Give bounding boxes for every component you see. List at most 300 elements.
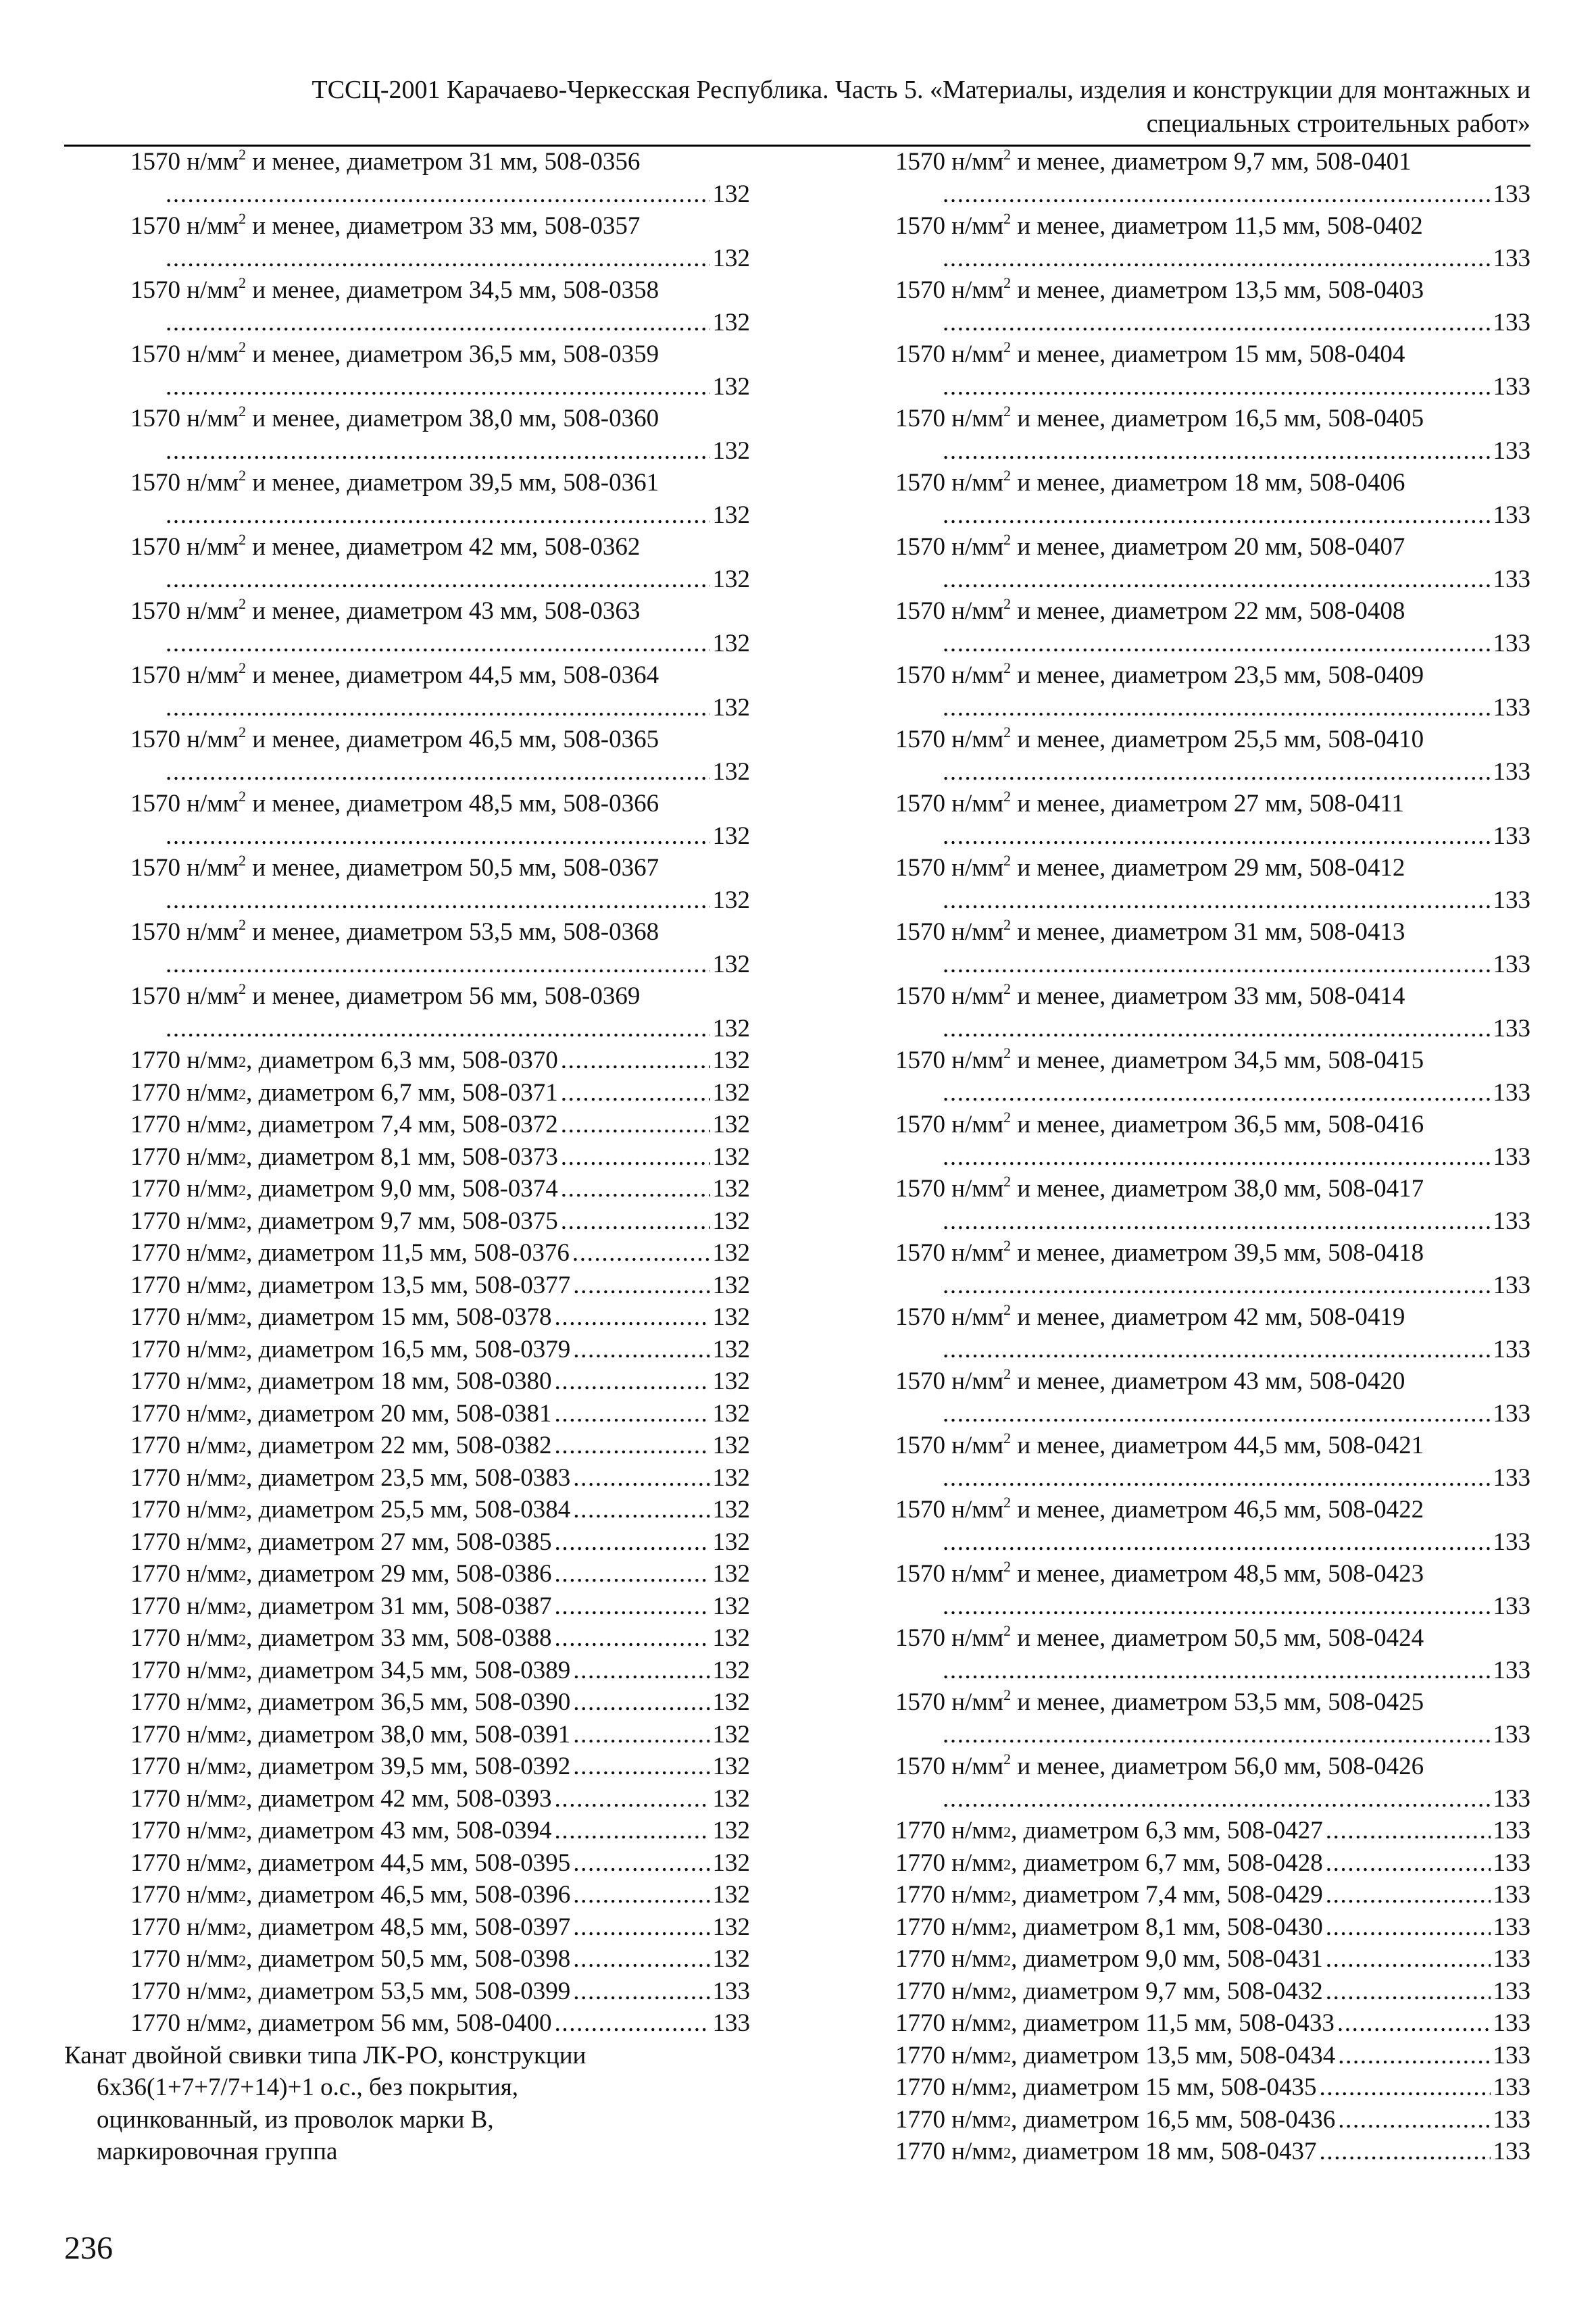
entry-leader-line [895,1719,1530,1751]
dot-leader [943,1783,1491,1815]
entry-leader-line [895,884,1530,917]
unit-exponent: 2 [1003,1493,1012,1511]
entry-text-line [64,146,750,178]
entry-text: и менее, диаметром 31 мм, 508-0356 [246,148,641,176]
entry-page: 132 [712,757,750,786]
entry-text: , диаметром 27 мм, 508-0385 [246,1528,552,1556]
unit-exponent: 2 [1003,402,1012,420]
entry-leader-line [64,178,750,211]
index-entry [895,467,1530,531]
entry-page: 132 [712,1881,750,1909]
entry-text: и менее, диаметром 53,5 мм, 508-0368 [246,918,659,946]
entry-page: 132 [712,1624,750,1652]
entry-text: , диаметром 38,0 мм, 508-0391 [246,1720,571,1749]
dot-leader [555,1430,710,1462]
dot-leader [943,1269,1491,1302]
entry-text: , диаметром 43 мм, 508-0394 [246,1817,552,1844]
entry-page: 133 [1493,1784,1530,1813]
dot-leader [943,371,1491,403]
entry-page: 133 [1493,1335,1530,1363]
entry-leader-line [895,1526,1530,1559]
entry-text: и менее, диаметром 48,5 мм, 508-0366 [246,790,659,818]
entry-text: и менее, диаметром 20 мм, 508-0407 [1011,533,1405,561]
index-entry [895,1301,1530,1365]
entry-page: 132 [712,1560,750,1588]
dot-leader [943,1205,1491,1238]
entry-page: 133 [712,1977,750,2005]
entry-text: , диаметром 9,7 мм, 508-0432 [1011,1977,1323,2005]
dot-leader [561,1077,710,1109]
index-entry: 1770 н/мм $^2$ , диаметром 56 мм, 508-0400 ..... 133 [64,2007,750,2040]
entry-text: , диаметром 29 мм, 508-0386 [246,1560,552,1588]
entry-text: и менее, диаметром 27 мм, 508-0411 [1011,790,1404,818]
unit-prefix: 1570 н/мм [895,918,1004,946]
entry-page: 132 [712,1848,750,1877]
entry-text: и менее, диаметром 50,5 мм, 508-0424 [1011,1624,1424,1652]
entry-page: 133 [1493,501,1530,529]
entry-text: , диаметром 8,1 мм, 508-0373 [246,1142,558,1171]
entry-page: 132 [712,1496,750,1524]
entry-page: 133 [1493,1656,1530,1684]
entry-page: 132 [712,1271,750,1299]
unit-prefix: 1570 н/мм [895,1496,1004,1524]
entry-text: и менее, диаметром 29 мм, 508-0412 [1011,854,1405,882]
index-entry: 1770 н/мм $^2$ , диаметром 9,0 мм, 508-0431 ..... 133 [895,1943,1530,1976]
entry-text: , диаметром 33 мм, 508-0388 [246,1624,552,1652]
entry-text: , диаметром 13,5 мм, 508-0377 [246,1271,571,1299]
index-entry: 1770 н/мм $^2$ , диаметром 33 мм, 508-0388 ..... 132 [64,1622,750,1655]
entry-leader-line [895,949,1530,981]
entry-page: 132 [712,886,750,914]
entry-page: 133 [1493,1592,1530,1620]
entry-page: 132 [712,629,750,657]
unit-exponent: 2 [1003,659,1012,676]
index-entry [64,338,750,403]
dot-leader [1326,1911,1491,1944]
unit-prefix: 1770 н/мм [130,1271,239,1299]
unit-prefix: 1570 н/мм [895,148,1004,176]
unit-prefix: 1770 н/мм [130,1367,239,1395]
entry-page: 133 [1493,1913,1530,1941]
entry-page: 133 [1493,2073,1530,2101]
entry-text-line [64,338,750,371]
dot-leader [943,178,1491,211]
index-entry [64,980,750,1045]
entry-leader-line [64,884,750,917]
entry-text-line [64,980,750,1013]
entry-text: , диаметром 16,5 мм, 508-0379 [246,1335,571,1363]
index-entry [895,659,1530,724]
unit-exponent: 2 [239,338,247,355]
unit-prefix: 1770 н/мм [895,1848,1004,1877]
entry-page: 133 [1493,886,1530,914]
dot-leader [555,1622,710,1655]
entry-text: и менее, диаметром 9,7 мм, 508-0401 [1011,148,1412,176]
unit-prefix: 1570 н/мм [130,405,239,432]
unit-prefix: 1570 н/мм [130,790,239,818]
unit-prefix: 1770 н/мм [895,2138,1004,2165]
dot-leader [1320,2136,1491,2168]
unit-prefix: 1570 н/мм [895,341,1004,368]
entry-text: , диаметром 13,5 мм, 508-0434 [1011,2041,1336,2069]
dot-leader [555,1558,710,1590]
dot-leader [1338,2104,1490,2136]
dot-leader [555,1398,710,1430]
entry-text: и менее, диаметром 11,5 мм, 508-0402 [1011,212,1423,240]
unit-prefix: 1770 н/мм [130,1656,239,1684]
unit-prefix: 1770 н/мм [130,1496,239,1524]
unit-exponent: 2 [239,274,247,291]
entry-text-line [895,1045,1530,1077]
entry-leader-line [895,1269,1530,1302]
unit-prefix: 1570 н/мм [895,276,1004,304]
entry-text: , диаметром 48,5 мм, 508-0397 [246,1913,571,1941]
entry-leader-line [895,178,1530,211]
entry-leader-line [895,756,1530,788]
unit-prefix: 1770 н/мм [130,1848,239,1877]
index-entry [64,403,750,467]
entry-leader-line [895,1334,1530,1366]
unit-prefix: 1770 н/мм [130,1335,239,1363]
dot-leader [166,692,710,724]
page-number: 236 [64,2230,113,2266]
entry-text-line [895,146,1530,178]
unit-prefix: 1570 н/мм [895,1303,1004,1331]
unit-prefix: 1770 н/мм [130,1817,239,1844]
index-entry [895,338,1530,403]
index-entry: 1770 н/мм $^2$ , диаметром 13,5 мм, 508-0377 ..... 132 [64,1269,750,1302]
entry-page: 133 [1493,693,1530,722]
entry-text-line [895,916,1530,949]
index-entry: 1770 н/мм $^2$ , диаметром 6,7 мм, 508-0371 ..... 132 [64,1077,750,1109]
dot-leader [1320,2071,1491,2104]
unit-prefix: 1570 н/мм [895,1111,1004,1138]
unit-exponent: 2 [1003,1365,1012,1382]
dot-leader [943,1398,1491,1430]
dot-leader [166,628,710,660]
unit-exponent: 2 [1003,530,1012,548]
entry-page: 133 [1493,308,1530,336]
unit-prefix: 1770 н/мм [895,1817,1004,1844]
entry-text: и менее, диаметром 42 мм, 508-0419 [1011,1303,1405,1331]
index-entry: 1770 н/мм $^2$ , диаметром 7,4 мм, 508-0429 ..... 133 [895,1879,1530,1911]
unit-exponent: 2 [239,145,247,163]
entry-text: и менее, диаметром 48,5 мм, 508-0423 [1011,1560,1424,1588]
entry-leader-line [895,628,1530,660]
entry-page: 132 [712,1207,750,1235]
entry-text: и менее, диаметром 13,5 мм, 508-0403 [1011,276,1424,304]
index-entry [895,1045,1530,1109]
dot-leader [943,1655,1491,1687]
dot-leader [561,1173,710,1205]
dot-leader [166,435,710,468]
entry-text: и менее, диаметром 34,5 мм, 508-0415 [1011,1047,1424,1074]
unit-prefix: 1570 н/мм [130,661,239,689]
entry-leader-line [64,949,750,981]
dot-leader [943,1462,1491,1494]
entry-text: , диаметром 36,5 мм, 508-0390 [246,1688,571,1716]
entry-page: 133 [1493,1014,1530,1042]
index-entry: 1770 н/мм $^2$ , диаметром 16,5 мм, 508-0436 ..... 133 [895,2104,1530,2136]
unit-prefix: 1570 н/мм [130,341,239,368]
dot-leader [166,371,710,403]
index-entry [64,788,750,852]
entry-text: и менее, диаметром 44,5 мм, 508-0421 [1011,1432,1424,1459]
index-entry [64,146,750,210]
unit-prefix: 1770 н/мм [130,1432,239,1459]
entry-text: , диаметром 39,5 мм, 508-0392 [246,1753,571,1780]
dot-leader [573,1334,709,1366]
entry-page: 132 [712,1014,750,1042]
entry-page: 132 [712,1592,750,1620]
entry-text: и менее, диаметром 33 мм, 508-0357 [246,212,641,240]
entry-text: , диаметром 20 мм, 508-0381 [246,1399,552,1428]
entry-page: 133 [1493,565,1530,593]
unit-prefix: 1570 н/мм [130,148,239,176]
dot-leader [943,949,1491,981]
entry-page: 132 [712,1817,750,1844]
entry-page: 132 [712,1688,750,1716]
unit-prefix: 1770 н/мм [895,2041,1004,2069]
entry-text-line [64,595,750,628]
entry-page: 132 [712,565,750,593]
unit-prefix: 1770 н/мм [130,1078,239,1107]
unit-exponent: 2 [239,402,247,420]
index-entry: 1770 н/мм $^2$ , диаметром 11,5 мм, 508-0376 ..... 132 [64,1237,750,1269]
entry-page: 133 [1493,372,1530,401]
unit-prefix: 1570 н/мм [130,918,239,946]
index-entry: 1770 н/мм $^2$ , диаметром 27 мм, 508-0385 ..... 132 [64,1526,750,1559]
unit-prefix: 1570 н/мм [895,1175,1004,1203]
dot-leader [1326,1847,1491,1880]
entry-text: и менее, диаметром 56,0 мм, 508-0426 [1011,1753,1424,1780]
entry-text: и менее, диаметром 31 мм, 508-0413 [1011,918,1405,946]
index-entry [895,1622,1530,1686]
unit-prefix: 1770 н/мм [130,1207,239,1235]
dot-leader [943,756,1491,788]
entry-text-line [895,788,1530,820]
entry-text: , диаметром 7,4 мм, 508-0372 [246,1111,558,1138]
index-entry [64,210,750,274]
dot-leader [555,1301,710,1334]
unit-prefix: 1570 н/мм [895,726,1004,753]
entry-text: и менее, диаметром 53,5 мм, 508-0425 [1011,1688,1424,1716]
unit-prefix: 1770 н/мм [130,1399,239,1428]
entry-page: 132 [712,1175,750,1203]
entry-text-line [64,659,750,692]
dot-leader [166,756,710,788]
unit-prefix: 1770 н/мм [130,1753,239,1780]
unit-prefix: 1770 н/мм [130,1688,239,1716]
unit-exponent: 2 [1003,595,1012,612]
entry-page: 132 [712,1528,750,1556]
unit-prefix: 1570 н/мм [895,533,1004,561]
entry-text: , диаметром 50,5 мм, 508-0398 [246,1945,571,1973]
unit-prefix: 1570 н/мм [895,790,1004,818]
entry-text-line [895,1430,1530,1462]
dot-leader [943,1013,1491,1045]
entry-text-line [64,467,750,499]
unit-prefix: 1570 н/мм [895,1367,1004,1395]
dot-leader [943,692,1491,724]
entry-page: 133 [1493,2105,1530,2134]
dot-leader [573,1719,709,1751]
entry-leader-line [64,371,750,403]
dot-leader [943,1719,1491,1751]
entry-page: 132 [712,1432,750,1459]
index-entry [895,916,1530,980]
entry-page: 133 [1493,244,1530,272]
dot-leader [166,1013,710,1045]
dot-leader [943,563,1491,596]
entry-text-line [64,210,750,243]
entry-text-line [895,659,1530,692]
entry-page: 132 [712,1111,750,1138]
index-column-left [64,146,750,2168]
entry-text: , диаметром 23,5 мм, 508-0383 [246,1463,571,1492]
index-entry: 1770 н/мм $^2$ , диаметром 7,4 мм, 508-0372 ..... 132 [64,1109,750,1141]
entry-leader-line [895,435,1530,468]
entry-text: и менее, диаметром 50,5 мм, 508-0367 [246,854,659,882]
unit-exponent: 2 [239,530,247,548]
entry-page: 132 [712,1753,750,1780]
entry-page: 133 [1493,2009,1530,2037]
unit-prefix: 1570 н/мм [895,982,1004,1010]
index-entry [64,595,750,659]
index-entry [64,724,750,788]
entry-page: 132 [712,822,750,850]
entry-text: и менее, диаметром 16,5 мм, 508-0405 [1011,405,1424,432]
entry-text: и менее, диаметром 43 мм, 508-0363 [246,597,641,625]
entry-page: 133 [1493,757,1530,786]
entry-page: 132 [712,501,750,529]
dot-leader [943,499,1491,532]
index-entry [895,274,1530,338]
entry-text: , диаметром 6,3 мм, 508-0427 [1011,1817,1323,1844]
entry-page: 133 [1493,1848,1530,1877]
unit-prefix: 1570 н/мм [895,597,1004,625]
entry-leader-line [895,371,1530,403]
entry-text: и менее, диаметром 56 мм, 508-0369 [246,982,641,1010]
unit-prefix: 1770 н/мм [130,1592,239,1620]
entry-text: и менее, диаметром 42 мм, 508-0362 [246,533,641,561]
entry-text: и менее, диаметром 39,5 мм, 508-0361 [246,469,659,497]
dot-leader [573,1751,709,1783]
entry-page: 133 [1493,629,1530,657]
unit-exponent: 2 [1003,1621,1012,1639]
entry-leader-line [64,692,750,724]
entry-leader-line [895,243,1530,275]
index-entry [895,1173,1530,1237]
dot-leader [573,1494,709,1526]
dot-leader [573,1911,709,1944]
unit-prefix: 1570 н/мм [895,661,1004,689]
unit-prefix: 1770 н/мм [895,2073,1004,2101]
dot-leader [166,884,710,917]
unit-exponent: 2 [1003,1044,1012,1061]
heading-line: маркировочная группа [97,2138,338,2165]
entry-leader-line [895,1013,1530,1045]
entry-leader-line [64,499,750,532]
entry-leader-line [895,1655,1530,1687]
dot-leader [573,1655,709,1687]
entry-page: 132 [712,1303,750,1331]
index-entry: 1770 н/мм $^2$ , диаметром 38,0 мм, 508-0391 ..... 132 [64,1719,750,1751]
entry-text: и менее, диаметром 43 мм, 508-0420 [1011,1367,1405,1395]
section-heading-kanat [64,2040,750,2168]
entry-leader-line [895,1077,1530,1109]
index-entry: 1770 н/мм $^2$ , диаметром 15 мм, 508-0378 ..... 132 [64,1301,750,1334]
index-entry [64,659,750,724]
entry-leader-line [64,820,750,853]
unit-exponent: 2 [1003,209,1012,227]
unit-prefix: 1770 н/мм [130,1175,239,1203]
unit-exponent: 2 [1003,1172,1012,1190]
dot-leader [555,2007,710,2040]
entry-text: и менее, диаметром 46,5 мм, 508-0365 [246,726,659,753]
entry-text: и менее, диаметром 23,5 мм, 508-0409 [1011,661,1424,689]
unit-prefix: 1770 н/мм [895,1945,1004,1973]
unit-prefix: 1770 н/мм [130,1945,239,1973]
entry-text: , диаметром 18 мм, 508-0380 [246,1367,552,1395]
entry-page: 132 [712,1913,750,1941]
dot-leader [1337,2007,1491,2040]
unit-prefix: 1570 н/мм [895,854,1004,882]
entry-leader-line [64,243,750,275]
entry-text: , диаметром 46,5 мм, 508-0396 [246,1881,571,1909]
entry-page: 132 [712,950,750,978]
dot-leader [561,1045,710,1077]
index-entry: 1770 н/мм $^2$ , диаметром 9,7 мм, 508-0375 ..... 132 [64,1205,750,1238]
entry-text-line [895,1109,1530,1141]
header-line-2: специальных строительных работ» [1146,109,1530,138]
entry-text: и менее, диаметром 18 мм, 508-0406 [1011,469,1405,497]
index-entry [895,1237,1530,1301]
entry-leader-line [64,435,750,468]
dot-leader [555,1526,710,1559]
entry-page: 133 [1493,1142,1530,1171]
unit-exponent: 2 [1003,1236,1012,1254]
dot-leader [943,1590,1491,1623]
entry-leader-line [895,1205,1530,1238]
index-entry: 1770 н/мм $^2$ , диаметром 6,7 мм, 508-0428 ..... 133 [895,1847,1530,1880]
unit-exponent: 2 [239,723,247,740]
unit-prefix: 1570 н/мм [895,1753,1004,1780]
dot-leader [573,1686,709,1719]
index-entry: 1770 н/мм $^2$ , диаметром 34,5 мм, 508-0389 ..... 132 [64,1655,750,1687]
index-entry: 1770 н/мм $^2$ , диаметром 48,5 мм, 508-0397 ..... 132 [64,1911,750,1944]
entry-page: 132 [712,1239,750,1267]
entry-text-line [64,531,750,563]
index-entry: 1770 н/мм $^2$ , диаметром 18 мм, 508-0380 ..... 132 [64,1365,750,1398]
dot-leader [561,1141,710,1174]
unit-prefix: 1570 н/мм [130,276,239,304]
index-entry: 1770 н/мм $^2$ , диаметром 53,5 мм, 508-0399 ..... 133 [64,1976,750,2008]
entry-leader-line [895,499,1530,532]
index-entry [895,531,1530,595]
entry-text: и менее, диаметром 39,5 мм, 508-0418 [1011,1239,1424,1267]
unit-prefix: 1770 н/мм [895,2105,1004,2134]
unit-prefix: 1570 н/мм [130,982,239,1010]
entry-page: 133 [1493,2138,1530,2165]
entry-text: , диаметром 25,5 мм, 508-0384 [246,1496,571,1524]
dot-leader [572,1237,710,1269]
entry-page: 132 [712,1945,750,1973]
unit-prefix: 1770 н/мм [895,2009,1004,2037]
index-entry: 1770 н/мм $^2$ , диаметром 8,1 мм, 508-0373 ..... 132 [64,1141,750,1174]
unit-prefix: 1770 н/мм [130,1047,239,1074]
unit-exponent: 2 [1003,338,1012,355]
